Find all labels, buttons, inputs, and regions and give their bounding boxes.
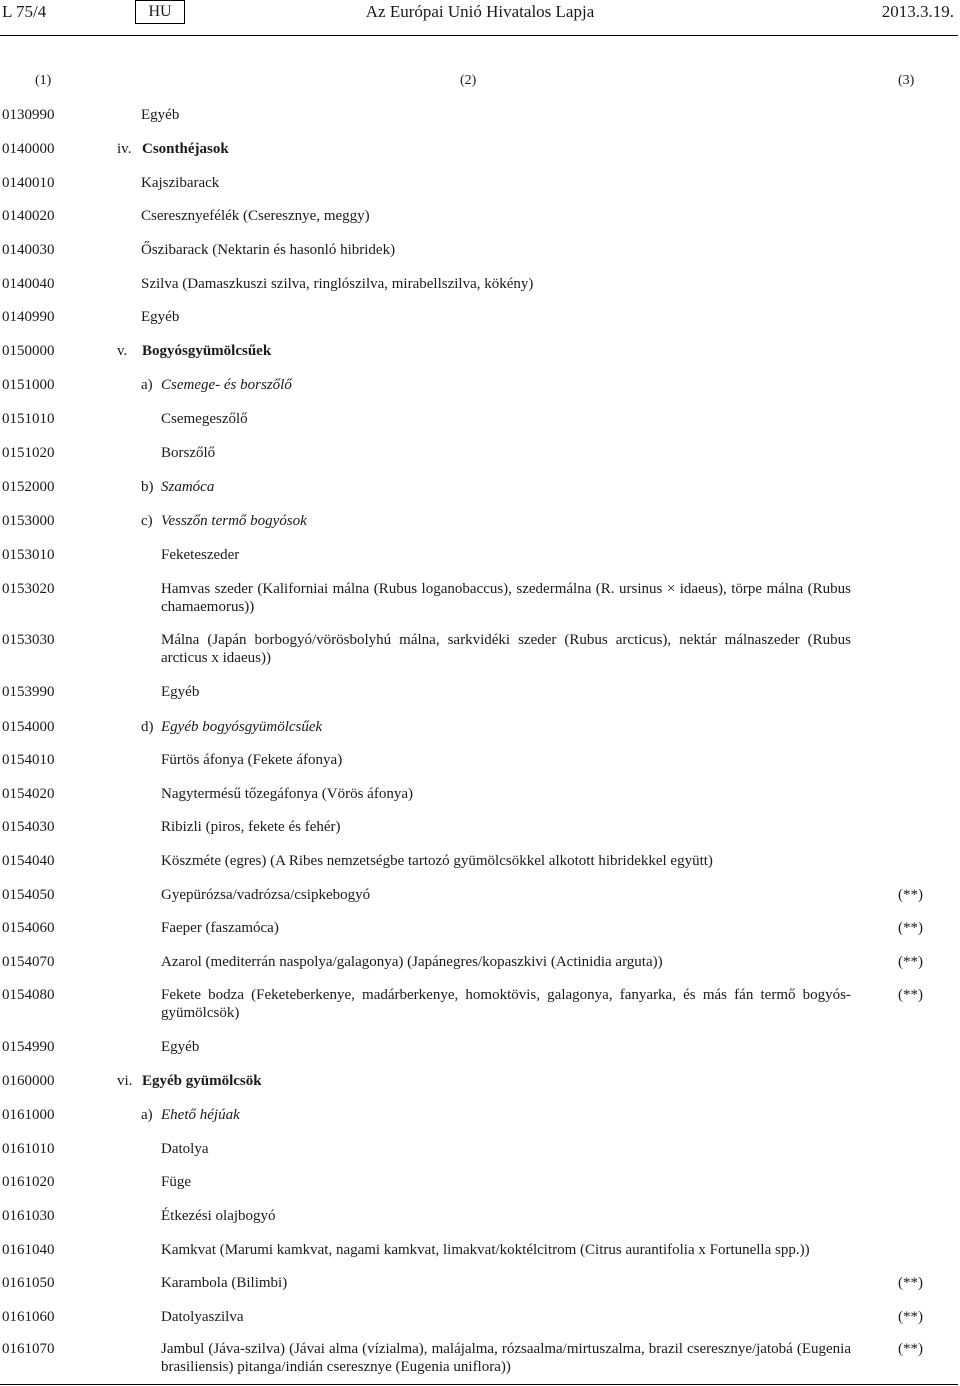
row-label: Fekete bodza (Feketeberkenye, madárberkenye, homoktövis, galagonya, fanyarka, és más fán termő bogyós-gyümölcsök) [161,987,851,1021]
publication-title: Az Európai Unió Hivatalos Lapja [365,2,595,21]
row-prefix: a) [141,1107,153,1123]
row-label: Köszméte (egres) (A Ribes nemzetségbe tartozó gyümölcsökkel alkotott hibridekkel együtt) [161,853,713,869]
row-code: 0161050 [2,1275,55,1291]
row-code: 0140040 [2,276,55,292]
row-label: Feketeszeder [161,547,240,563]
column-header-1: (1) [35,73,52,88]
page-number: L 75/4 [2,2,47,21]
row-code: 0161040 [2,1242,55,1258]
page-header [0,0,960,26]
column-header-3: (3) [898,73,915,88]
row-description [161,1140,208,1158]
row-description [117,1072,262,1090]
row-code: 0154030 [2,819,55,835]
row-description [141,308,179,326]
row-code: 0140010 [2,175,55,191]
row-code: 0151020 [2,445,55,461]
row-code: 0161060 [2,1309,55,1325]
row-label: Karambola (Bilimbi) [161,1275,288,1291]
row-description [161,1308,243,1326]
row-label: Málna (Japán borbogyó/vörösbolyhú málna, sarkvidéki szeder (Rubus arcticus), nektár málnaszeder (Rubus arcticus x idaeus)) [161,632,851,666]
row-label: Vesszőn termő bogyósok [161,513,307,529]
row-description [141,106,179,124]
row-description [161,580,851,616]
row-note: (**) [898,920,923,936]
row-code: 0161020 [2,1174,55,1190]
row-label: Étkezési olajbogyó [161,1208,276,1224]
row-description [117,342,271,360]
row-description [141,478,214,496]
row-label: Egyéb gyümölcsök [142,1073,262,1089]
row-code: 0140990 [2,309,55,325]
row-label: Datolyaszilva [161,1309,244,1325]
row-label: Faeper (faszamóca) [161,920,279,936]
row-code: 0154070 [2,954,55,970]
row-code: 0140000 [2,141,55,157]
row-code: 0151010 [2,411,55,427]
row-code: 0154000 [2,719,55,735]
row-code: 0140030 [2,242,55,258]
row-description [141,1106,240,1124]
row-code: 0154040 [2,853,55,869]
language-badge: HU [135,0,185,24]
row-note: (**) [898,1275,923,1291]
row-note: (**) [898,1309,923,1325]
row-code: 0154080 [2,987,55,1003]
row-description [161,919,279,937]
row-code: 0154010 [2,752,55,768]
row-code: 0154050 [2,887,55,903]
row-code: 0153990 [2,684,55,700]
row-code: 0140020 [2,208,55,224]
row-code: 0161030 [2,1208,55,1224]
row-label: Egyéb [161,1039,200,1055]
row-label: Egyéb [161,684,200,700]
row-note: (**) [898,987,923,1003]
row-code: 0151000 [2,377,55,393]
row-label: Egyéb bogyósgyümölcsűek [161,719,323,735]
row-label: Datolya [161,1141,209,1157]
row-label: Hamvas szeder (Kaliforniai málna (Rubus loganobaccus), szedermálna (R. ursinus × idaeus), törpe málna (Rubus chamaemorus)) [161,581,851,615]
row-prefix: iv. [117,141,132,157]
row-code: 0161070 [2,1341,55,1357]
row-label: Kajszibarack [141,175,220,191]
row-prefix: v. [117,343,128,359]
row-description [117,140,229,158]
row-code: 0130990 [2,107,55,123]
row-description [161,683,199,701]
row-note: (**) [898,954,923,970]
row-description [161,631,851,667]
row-description [161,546,239,564]
header-rule [0,35,958,36]
row-description [141,275,533,293]
row-description [161,1038,199,1056]
row-description [161,1340,851,1376]
row-description [141,207,370,225]
row-prefix: c) [141,513,153,529]
row-label: Ehető héjúak [161,1107,240,1123]
row-description [141,718,322,736]
row-description [161,1207,276,1225]
row-description [161,1241,810,1259]
row-code: 0153020 [2,581,55,597]
row-label: Szamóca [161,479,215,495]
row-description [161,886,370,904]
row-label: Fürtös áfonya (Fekete áfonya) [161,752,343,768]
row-description [161,1173,191,1191]
row-prefix: b) [141,479,154,495]
row-description [161,986,851,1022]
publication-date: 2013.3.19. [881,2,954,21]
row-label: Jambul (Jáva-szilva) (Jávai alma (vízialma), malájalma, rózsaalma/mirtuszalma, brazil cseresznye/jatobá (Eugenia brasiliensis) pitanga/indián cseresznye (Eugenia uniflora)) [161,1341,851,1375]
row-code: 0154060 [2,920,55,936]
row-code: 0154990 [2,1039,55,1055]
row-description [141,241,395,259]
row-code: 0154020 [2,786,55,802]
row-description [141,512,307,530]
row-label: Borszőlő [161,445,216,461]
row-description [141,376,292,394]
row-description [161,1274,287,1292]
row-label: Egyéb [141,309,180,325]
row-label: Szilva (Damaszkuszi szilva, ringlószilva, mirabellszilva, kökény) [141,276,534,292]
row-prefix: d) [141,719,154,735]
row-label: Nagytermésű tőzegáfonya (Vörös áfonya) [161,786,413,802]
row-label: Azarol (mediterrán naspolya/galagonya) (Japánegres/kopaszkivi (Actinidia arguta)) [161,954,663,970]
row-label: Kamkvat (Marumi kamkvat, nagami kamkvat, limakvat/koktélcitrom (Citrus aurantifolia x Fortunella spp.)) [161,1242,810,1258]
row-code: 0160000 [2,1073,55,1089]
row-description [161,444,215,462]
row-label: Őszibarack (Nektarin és hasonló hibridek) [141,242,396,258]
row-label: Bogyósgyümölcsűek [142,343,272,359]
row-label: Csemegeszőlő [161,411,248,427]
row-code: 0161000 [2,1107,55,1123]
row-label: Füge [161,1174,191,1190]
row-label: Csemege- és borszőlő [161,377,292,393]
row-description [161,852,713,870]
row-label: Cseresznyefélék (Cseresznye, meggy) [141,208,370,224]
row-label: Egyéb [141,107,180,123]
footer-rule [0,1384,958,1385]
row-label: Ribizli (piros, fekete és fehér) [161,819,341,835]
row-prefix: vi. [117,1073,133,1089]
row-note: (**) [898,1341,923,1357]
row-note: (**) [898,887,923,903]
row-description [141,174,219,192]
row-description [161,751,342,769]
row-code: 0161010 [2,1141,55,1157]
row-description [161,953,663,971]
row-label: Csonthéjasok [142,141,229,157]
row-description [161,785,413,803]
row-prefix: a) [141,377,153,393]
row-code: 0150000 [2,343,55,359]
row-description [161,818,341,836]
row-label: Gyepürózsa/vadrózsa/csipkebogyó [161,887,371,903]
row-code: 0152000 [2,479,55,495]
row-description [161,410,248,428]
row-code: 0153010 [2,547,55,563]
row-code: 0153000 [2,513,55,529]
row-code: 0153030 [2,632,55,648]
column-header-2: (2) [460,73,477,88]
